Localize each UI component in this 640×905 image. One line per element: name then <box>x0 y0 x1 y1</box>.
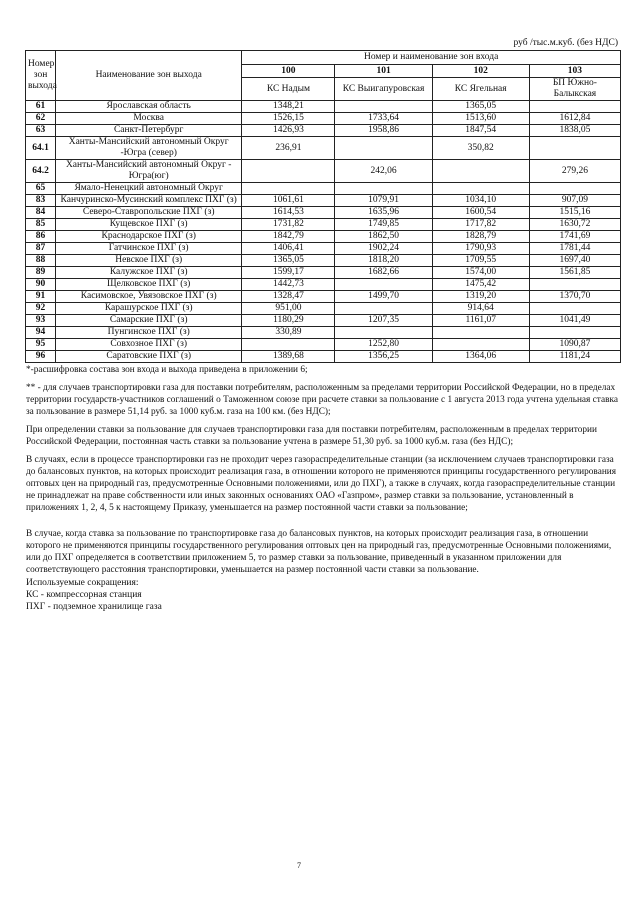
zone-name: Щелковское ПХГ (з) <box>56 279 242 291</box>
rate-cell <box>242 183 335 195</box>
table-row <box>26 160 621 183</box>
rate-cell: 1180,29 <box>242 315 335 327</box>
table-row <box>26 291 621 303</box>
rate-cell: 1034,10 <box>432 195 529 207</box>
rate-cell <box>432 327 529 339</box>
rate-cell: 1442,73 <box>242 279 335 291</box>
rate-cell: 1731,82 <box>242 219 335 231</box>
zone-code: 62 <box>26 113 56 125</box>
rate-cell <box>529 101 620 113</box>
zone-name: Калужское ПХГ (з) <box>56 267 242 279</box>
rate-cell <box>529 137 620 160</box>
rate-cell <box>335 303 432 315</box>
rate-cell: 1958,86 <box>335 125 432 137</box>
page-number: 7 <box>297 861 301 870</box>
rate-cell <box>432 183 529 195</box>
zone-code: 64.2 <box>26 160 56 183</box>
rate-cell: 1600,54 <box>432 207 529 219</box>
zone-code: 83 <box>26 195 56 207</box>
rate-cell <box>335 183 432 195</box>
rate-cell: 951,00 <box>242 303 335 315</box>
rate-cell <box>242 160 335 183</box>
rate-cell: 1838,05 <box>529 125 620 137</box>
rate-cell: 1370,70 <box>529 291 620 303</box>
rate-cell: 1161,07 <box>432 315 529 327</box>
zone-name: Ханты-Мансийский автономный Округ - Югра(юг) <box>56 160 242 183</box>
table-row <box>26 351 621 363</box>
rate-cell: 1862,50 <box>335 231 432 243</box>
rate-cell <box>335 101 432 113</box>
table-row <box>26 101 621 113</box>
rate-cell: 1635,96 <box>335 207 432 219</box>
rate-cell: 1561,85 <box>529 267 620 279</box>
table-row <box>26 113 621 125</box>
zone-name: Канчуринско-Мусинский комплекс ПХГ (з) <box>56 195 242 207</box>
rate-cell: 1614,53 <box>242 207 335 219</box>
footnotes <box>26 364 620 582</box>
table-row <box>26 255 621 267</box>
rate-cell: 350,82 <box>432 137 529 160</box>
table-row <box>26 183 621 195</box>
rate-cell: 1090,87 <box>529 339 620 351</box>
rate-cell: 1389,68 <box>242 351 335 363</box>
rate-cell: 1515,16 <box>529 207 620 219</box>
rate-cell: 242,06 <box>335 160 432 183</box>
zone-code: 90 <box>26 279 56 291</box>
rate-cell: 279,26 <box>529 160 620 183</box>
abbreviation-item: ПХГ - подземное хранилище газа <box>26 602 162 612</box>
rate-cell: 330,89 <box>242 327 335 339</box>
zone-code: 95 <box>26 339 56 351</box>
header-exit-code: Номер зон выхода <box>26 51 56 101</box>
rate-cell: 1041,49 <box>529 315 620 327</box>
abbreviations <box>26 577 162 613</box>
rate-cell: 1709,55 <box>432 255 529 267</box>
rate-cell: 1406,41 <box>242 243 335 255</box>
zone-name: Ямало-Ненецкий автономный Округ <box>56 183 242 195</box>
zone-code: 63 <box>26 125 56 137</box>
rate-cell: 1365,05 <box>242 255 335 267</box>
rate-cell: 1365,05 <box>432 101 529 113</box>
rate-cell: 1364,06 <box>432 351 529 363</box>
header-entry-code: 103 <box>529 65 620 78</box>
rate-cell: 1682,66 <box>335 267 432 279</box>
zone-name: Невское ПХГ (з) <box>56 255 242 267</box>
zone-name: Пунгинское ПХГ (з) <box>56 327 242 339</box>
zone-code: 94 <box>26 327 56 339</box>
table-row <box>26 315 621 327</box>
zone-code: 89 <box>26 267 56 279</box>
zone-name: Гатчинское ПХГ (з) <box>56 243 242 255</box>
rate-cell: 1741,69 <box>529 231 620 243</box>
rate-cell: 1599,17 <box>242 267 335 279</box>
header-entry-group: Номер и наименование зон входа <box>242 51 621 65</box>
zone-name: Самарские ПХГ (з) <box>56 315 242 327</box>
rate-cell: 1356,25 <box>335 351 432 363</box>
zone-code: 84 <box>26 207 56 219</box>
rate-cell <box>432 339 529 351</box>
units-label: руб /тыс.м.куб. (без НДС) <box>513 38 618 48</box>
header-entry-code: 100 <box>242 65 335 78</box>
rate-cell: 1818,20 <box>335 255 432 267</box>
table-row <box>26 137 621 160</box>
rate-cell: 1319,20 <box>432 291 529 303</box>
rate-cell: 1781,44 <box>529 243 620 255</box>
rate-cell <box>335 279 432 291</box>
rate-cell: 1328,47 <box>242 291 335 303</box>
zone-code: 65 <box>26 183 56 195</box>
rate-cell: 1499,70 <box>335 291 432 303</box>
zone-name: Краснодарское ПХГ (з) <box>56 231 242 243</box>
rate-cell: 1717,82 <box>432 219 529 231</box>
zone-name: Касимовское, Увязовское ПХГ (з) <box>56 291 242 303</box>
rate-cell: 1790,93 <box>432 243 529 255</box>
table-row <box>26 279 621 291</box>
rate-cell <box>529 303 620 315</box>
rate-cell: 1079,91 <box>335 195 432 207</box>
rate-cell: 1733,64 <box>335 113 432 125</box>
zone-code: 88 <box>26 255 56 267</box>
zone-name: Саратовские ПХГ (з) <box>56 351 242 363</box>
zone-name: Карашурское ПХГ (з) <box>56 303 242 315</box>
footnote-2: ** - для случаев транспортировки газа для поставки потребителям, расположенным за пределами территории Российской Федерации, но в пределах территории государств-участников соглашений о Таможенном союзе при расчете ставки за пользование с 1 августа 2013 года учтена удельная ставка за пользование в размере 51,14 руб. за 1000 куб.м. газа на 100 км. (без НДС); <box>26 383 618 417</box>
rate-cell <box>529 327 620 339</box>
abbreviation-item: КС - компрессорная станция <box>26 590 142 600</box>
rate-cell: 1252,80 <box>335 339 432 351</box>
rate-cell: 1061,61 <box>242 195 335 207</box>
rate-cell: 1697,40 <box>529 255 620 267</box>
footnote-5: В случае, когда ставка за пользование по транспортировке газа до балансовых пунктов, на которых происходит реализация газа, в отношении которого не применяются принципы государственного регулирования оптовых цен на природный газ, предусмотренные Основными положениями, или до ПХГ определяется в соответствии приложением 5, то размер ставки за пользование, приведенный в указанном приложении для соответствующего расстояния транспортировки, уменьшается на размер постоянной части ставки за пользование. <box>26 529 612 575</box>
rate-cell: 1842,79 <box>242 231 335 243</box>
zone-code: 93 <box>26 315 56 327</box>
table-row <box>26 339 621 351</box>
zone-code: 87 <box>26 243 56 255</box>
rate-cell <box>432 160 529 183</box>
zone-name: Ярославская область <box>56 101 242 113</box>
footnote-4: В случаях, если в процессе транспортировки газ не проходит через газораспределительные станции (за исключением случаев транспортировки газа до балансовых пунктов, на которых происходит реализация газа, в отношении которого не применяются принципы государственного регулирования оптовых цен на природный газ, предусмотренные Основными положениями, или до ПХГ), а также в случаях, когда газораспределительные станции не принадлежат на праве собственности или иных законных основаниях ОАО «Газпром», размер ставки за пользование, установленный в приложениях 1, 2, 4, 5 к настоящему Приказу, уменьшается на размер постоянной части ставки за пользование; <box>26 455 617 513</box>
rate-cell: 1749,85 <box>335 219 432 231</box>
rate-cell: 1426,93 <box>242 125 335 137</box>
rate-cell: 1181,24 <box>529 351 620 363</box>
zone-name: Кущевское ПХГ (з) <box>56 219 242 231</box>
zone-name: Совхозное ПХГ (з) <box>56 339 242 351</box>
footnote-1: *-расшифровка состава зон входа и выхода приведена в приложении 6; <box>26 365 308 375</box>
rate-cell <box>529 183 620 195</box>
zone-name: Санкт-Петербург <box>56 125 242 137</box>
rate-cell <box>242 339 335 351</box>
table-row <box>26 267 621 279</box>
table-row <box>26 303 621 315</box>
footnote-3: При определении ставки за пользование для случаев транспортировки газа для поставки потребителям, расположенным в пределах территории Российской Федерации, постоянная часть ставки за пользование учтена в размере 51,30 руб. за 1000 куб.м. газа (без НДС); <box>26 425 597 447</box>
table-row <box>26 231 621 243</box>
rate-cell <box>335 137 432 160</box>
rate-cell: 1475,42 <box>432 279 529 291</box>
zone-code: 86 <box>26 231 56 243</box>
zone-name: Северо-Ставропольские ПХГ (з) <box>56 207 242 219</box>
rate-cell <box>529 279 620 291</box>
header-entry-name: КС Надым <box>242 78 335 101</box>
rate-cell: 1513,60 <box>432 113 529 125</box>
table-body <box>26 101 621 363</box>
rate-cell: 1612,84 <box>529 113 620 125</box>
header-entry-name: БП Южно-Балыкская <box>529 78 620 101</box>
tariff-table <box>25 50 621 363</box>
table-row <box>26 327 621 339</box>
zone-name: Москва <box>56 113 242 125</box>
zone-code: 92 <box>26 303 56 315</box>
rate-cell: 1847,54 <box>432 125 529 137</box>
table-row <box>26 125 621 137</box>
rate-cell: 1630,72 <box>529 219 620 231</box>
rate-cell: 1828,79 <box>432 231 529 243</box>
zone-code: 64.1 <box>26 137 56 160</box>
rate-cell: 1348,21 <box>242 101 335 113</box>
table-row <box>26 195 621 207</box>
abbreviations-title: Используемые сокращения: <box>26 578 139 588</box>
header-entry-name: КС Выигапуровская <box>335 78 432 101</box>
zone-code: 61 <box>26 101 56 113</box>
header-exit-name: Наименование зон выхода <box>56 51 242 101</box>
rate-cell <box>335 327 432 339</box>
rate-cell: 1574,00 <box>432 267 529 279</box>
rate-cell: 236,91 <box>242 137 335 160</box>
zone-name: Ханты-Мансийский автономный Округ -Югра (север) <box>56 137 242 160</box>
rate-cell: 1526,15 <box>242 113 335 125</box>
rate-cell: 907,09 <box>529 195 620 207</box>
rate-cell: 914,64 <box>432 303 529 315</box>
table-row <box>26 243 621 255</box>
header-entry-name: КС Ягельная <box>432 78 529 101</box>
table-row <box>26 207 621 219</box>
header-entry-code: 102 <box>432 65 529 78</box>
zone-code: 91 <box>26 291 56 303</box>
table-row <box>26 219 621 231</box>
header-entry-code: 101 <box>335 65 432 78</box>
zone-code: 96 <box>26 351 56 363</box>
zone-code: 85 <box>26 219 56 231</box>
rate-cell: 1207,35 <box>335 315 432 327</box>
rate-cell: 1902,24 <box>335 243 432 255</box>
